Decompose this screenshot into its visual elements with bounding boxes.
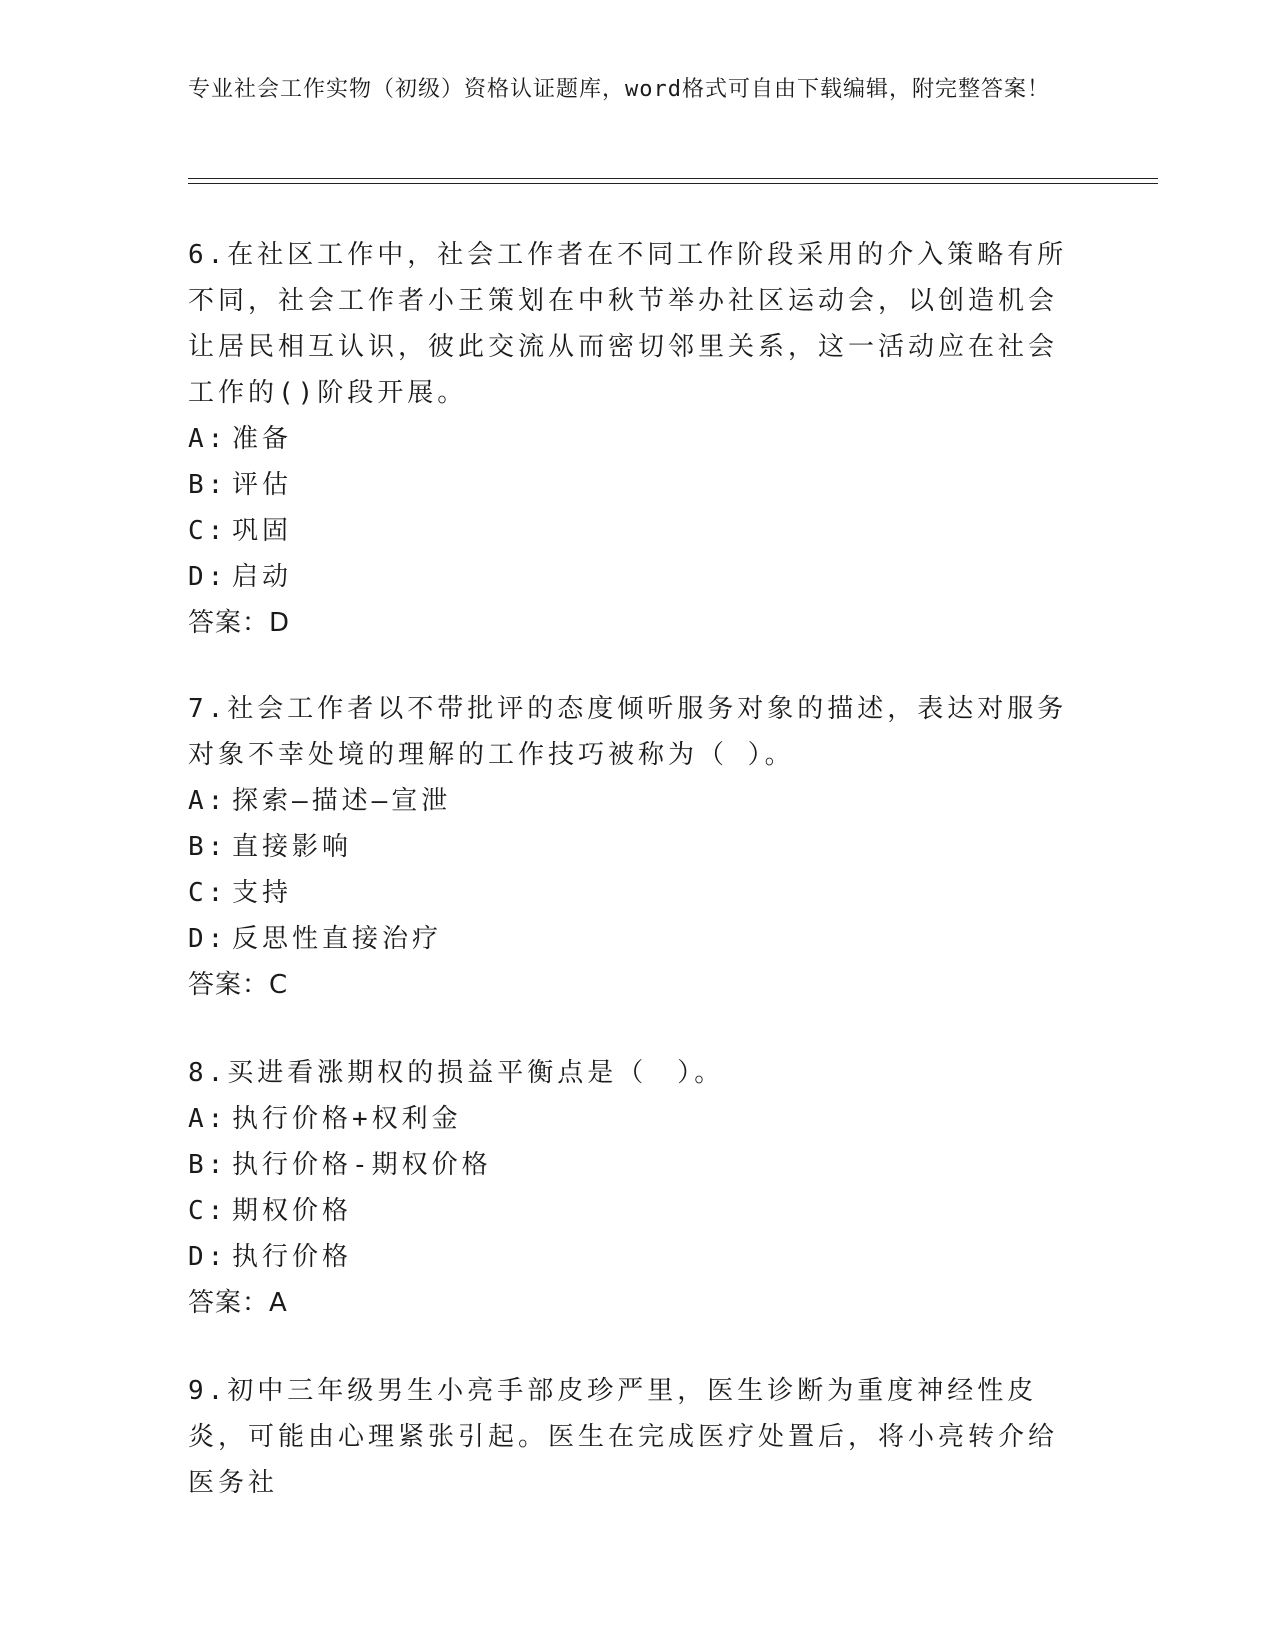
option-text: 支持 bbox=[232, 878, 293, 908]
option-d bbox=[188, 1234, 1068, 1280]
option-letter: B: bbox=[188, 1150, 228, 1180]
option-letter: D: bbox=[188, 924, 228, 954]
option-letter: A: bbox=[188, 786, 228, 816]
option-letter: B: bbox=[188, 832, 228, 862]
option-text: 巩固 bbox=[232, 516, 293, 546]
answer-line: 答案：C bbox=[188, 970, 289, 1000]
option-a bbox=[188, 1096, 1068, 1142]
option-c bbox=[188, 508, 1068, 554]
option-letter: D: bbox=[188, 562, 228, 592]
option-letter: C: bbox=[188, 1196, 228, 1226]
question-stem: 8.买进看涨期权的损益平衡点是（ ）。 bbox=[188, 1058, 725, 1088]
answer-line: 答案：A bbox=[188, 1288, 288, 1318]
header-rule-top bbox=[188, 178, 1158, 179]
option-text: 启动 bbox=[232, 562, 293, 592]
header-rule-bottom bbox=[188, 183, 1158, 184]
option-text: 准备 bbox=[232, 424, 293, 454]
option-b bbox=[188, 824, 1068, 870]
question-stem: 7.社会工作者以不带批评的态度倾听服务对象的描述，表达对服务对象不幸处境的理解的工作技巧被称为（ ）。 bbox=[188, 694, 1068, 770]
question-stem: 9.初中三年级男生小亮手部皮珍严里，医生诊断为重度神经性皮炎，可能由心理紧张引起。医生在完成医疗处置后，将小亮转介给医务社 bbox=[188, 1376, 1059, 1498]
option-letter: D: bbox=[188, 1242, 228, 1272]
option-letter: A: bbox=[188, 1104, 228, 1134]
question-9 bbox=[188, 1368, 1068, 1506]
option-text: 期权价格 bbox=[232, 1196, 353, 1226]
option-d bbox=[188, 916, 1068, 962]
option-text: 直接影响 bbox=[232, 832, 353, 862]
option-a bbox=[188, 416, 1068, 462]
option-c bbox=[188, 870, 1068, 916]
question-stem: 6.在社区工作中，社会工作者在不同工作阶段采用的介入策略有所不同，社会工作者小王策划在中秋节举办社区运动会，以创造机会让居民相互认识，彼此交流从而密切邻里关系，这一活动应在社会工作的()阶段开展。 bbox=[188, 240, 1068, 408]
question-7 bbox=[188, 686, 1068, 1008]
question-8 bbox=[188, 1050, 1068, 1326]
option-letter: A: bbox=[188, 424, 228, 454]
option-text: 执行价格 bbox=[232, 1242, 353, 1272]
option-letter: C: bbox=[188, 878, 228, 908]
option-b bbox=[188, 1142, 1068, 1188]
option-c bbox=[188, 1188, 1068, 1234]
option-letter: B: bbox=[188, 470, 228, 500]
option-text: 评估 bbox=[232, 470, 293, 500]
option-text: 反思性直接治疗 bbox=[232, 924, 443, 954]
option-a bbox=[188, 778, 1068, 824]
option-text: 执行价格-期权价格 bbox=[232, 1150, 492, 1180]
option-text: 执行价格+权利金 bbox=[232, 1104, 462, 1134]
option-letter: C: bbox=[188, 516, 228, 546]
answer-line: 答案：D bbox=[188, 608, 291, 638]
question-6 bbox=[188, 232, 1068, 646]
option-b bbox=[188, 462, 1068, 508]
page-header: 专业社会工作实物（初级）资格认证题库，word格式可自由下载编辑，附完整答案！ bbox=[188, 77, 1050, 102]
option-d bbox=[188, 554, 1068, 600]
option-text: 探索—描述—宣泄 bbox=[232, 786, 452, 816]
